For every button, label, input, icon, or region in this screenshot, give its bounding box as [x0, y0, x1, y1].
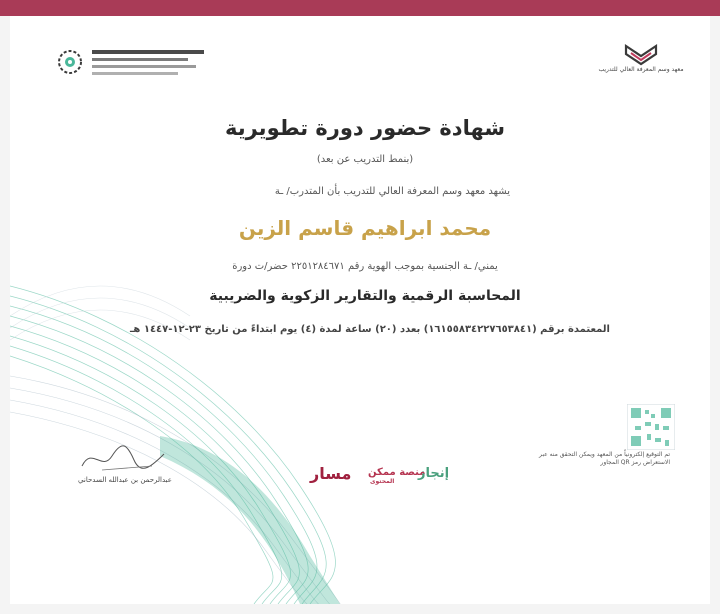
partner-logo-2-sub: المحتوى — [370, 478, 395, 485]
partner-logo-2: منصة ممكن — [368, 467, 426, 478]
top-accent-bar — [0, 0, 720, 16]
certificate-subtitle: (بنمط التدريب عن بعد) — [316, 154, 414, 165]
verification-text-2: الاستعراض رمز QR المجاور — [600, 459, 670, 467]
verification-text: تم التوقيع إلكترونياً من المعهد ويمكن التحقق منه عبر — [539, 451, 670, 458]
certificate-page — [10, 16, 710, 604]
partner-logos — [300, 456, 470, 496]
course-name: المحاسبة الرقمية والتقارير الزكوية والضريبية — [209, 288, 521, 304]
signature-icon — [72, 436, 172, 476]
signer-name: عبدالرحمن بن عبدالله السدحاني — [78, 476, 172, 484]
certificate-title: شهادة حضور دورة تطويرية — [225, 116, 505, 140]
accreditation-line: المعتمدة برقم (١٦١٥٥٨٣٤٢٢٧٦٥٣٨٤١) بعدد (٢٠) ساعة لمدة (٤) يوم ابتداءً من تاريخ ٢٣-١٢-١٤٤٧ هـ — [130, 324, 610, 335]
trainee-name: محمد ابراهيم قاسم الزين — [238, 216, 492, 240]
qr-code-icon[interactable] — [627, 404, 675, 450]
partner-logo-3: إنجاز — [418, 466, 450, 481]
emblem-icon — [52, 36, 212, 91]
institute-name: معهد وسم المعرفة العالي للتدريب — [598, 66, 684, 73]
id-line: يمني/ ـة الجنسية بموجب الهوية رقم ٢٢٥١٢٨٤٦٧١ حضر/ت دورة — [232, 261, 498, 272]
attestation-line: يشهد معهد وسم المعرفة العالي للتدريب بأن المتدرب/ ـة — [274, 186, 510, 197]
partner-logo-1: مسار — [310, 464, 352, 483]
verification-note — [530, 451, 670, 467]
decorative-waves — [10, 16, 710, 604]
